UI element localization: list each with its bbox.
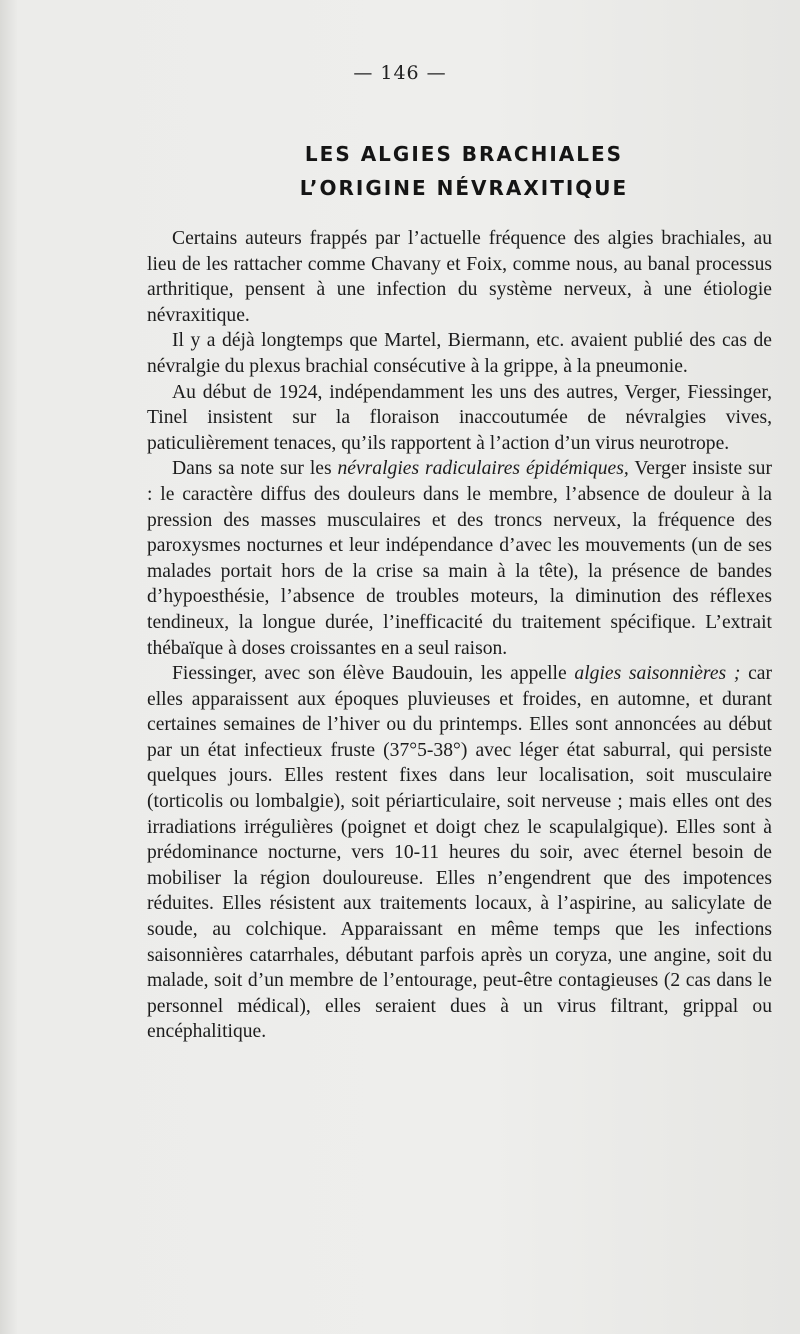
paragraph-4 xyxy=(147,456,772,661)
paragraph-4-italic: névralgies radiculaires épidémiques, xyxy=(337,458,629,480)
paragraph-2: Il y a déjà longtemps que Martel, Biermann, etc. avaient publié des cas de névralgie du plexus brachial consécutive à la grippe, à la pneumonie. xyxy=(147,330,772,377)
page-number: — 146 — xyxy=(353,62,447,84)
paragraph-5-italic: algies saisonnières ; xyxy=(574,663,741,685)
chapter-title-line-1: LES ALGIES BRACHIALES xyxy=(304,142,624,166)
paragraph-4-text-before: Dans sa note sur les xyxy=(172,458,338,480)
paragraph-4-text-after: Verger insiste sur : le caractère diffus des douleurs dans le membre, l’absence de douleur à la pression des masses musculaires et des troncs nerveux, la fréquence des paroxysmes nocturnes et leur indépendance d’avec les mouvements (un de ses malades portait hors de la crise sa main à la tête), la présence de bandes d’hypoesthésie, l’absence de troubles moteurs, la diminution des réflexes tendineux, la longue durée, l’inefficacité du traitement spécifique. L’extrait thébaïque à doses croissantes en a seul raison. xyxy=(147,458,772,659)
paragraph-5-text-after: car elles apparaissent aux époques pluvieuses et froides, en automne, et durant certaines semaines de l’hiver ou du printemps. Elles sont annoncées au début par un état infectieux fruste (37°5-38°) avec léger état saburral, qui persiste quelques jours. Elles restent fixes dans leur localisation, soit musculaire (torticolis ou lombalgie), soit périarticulaire, soit nerveuse ; mais elles ont des irradiations irrégulières (poignet et doigt chez le scapulalgique). Elles sont à prédominance nocturne, vers 10-11 heures du soir, avec éternel besoin de mobiliser la région douloureuse. Elles n’engendrent que des impotences réduites. Elles résistent aux traitements locaux, à l’aspirine, au salicylate de soude, au colchique. Apparaissant en même temps que les infections saisonnières catarrhales, débutant parfois après un coryza, une angine, soit du malade, soit d’un membre de l’entourage, peut-être contagieuses (2 cas dans le personnel médical), elles seraient dues à un virus filtrant, grippal ou encéphalitique. xyxy=(147,663,772,1043)
chapter-title-line-2: L’ORIGINE NÉVRAXITIQUE xyxy=(299,176,629,200)
paragraph-1: Certains auteurs frappés par l’actuelle fréquence des algies brachiales, au lieu de les rattacher comme Chavany et Foix, comme nous, au banal processus arthritique, pensent à une infection du système nerveux, à une étiologie névraxitique. xyxy=(147,228,772,326)
paragraph-5 xyxy=(147,661,772,1045)
body-text xyxy=(147,226,772,1045)
paragraph-5-text-before: Fiessinger, avec son élève Baudouin, les appelle xyxy=(172,663,575,685)
paragraph-3: Au début de 1924, indépendamment les uns des autres, Verger, Fiessinger, Tinel insistent sur la floraison inaccoutumée de névralgies vives, paticulièrement tenaces, qu’ils rapportent à l’action d’un virus neurotrope. xyxy=(147,381,772,454)
